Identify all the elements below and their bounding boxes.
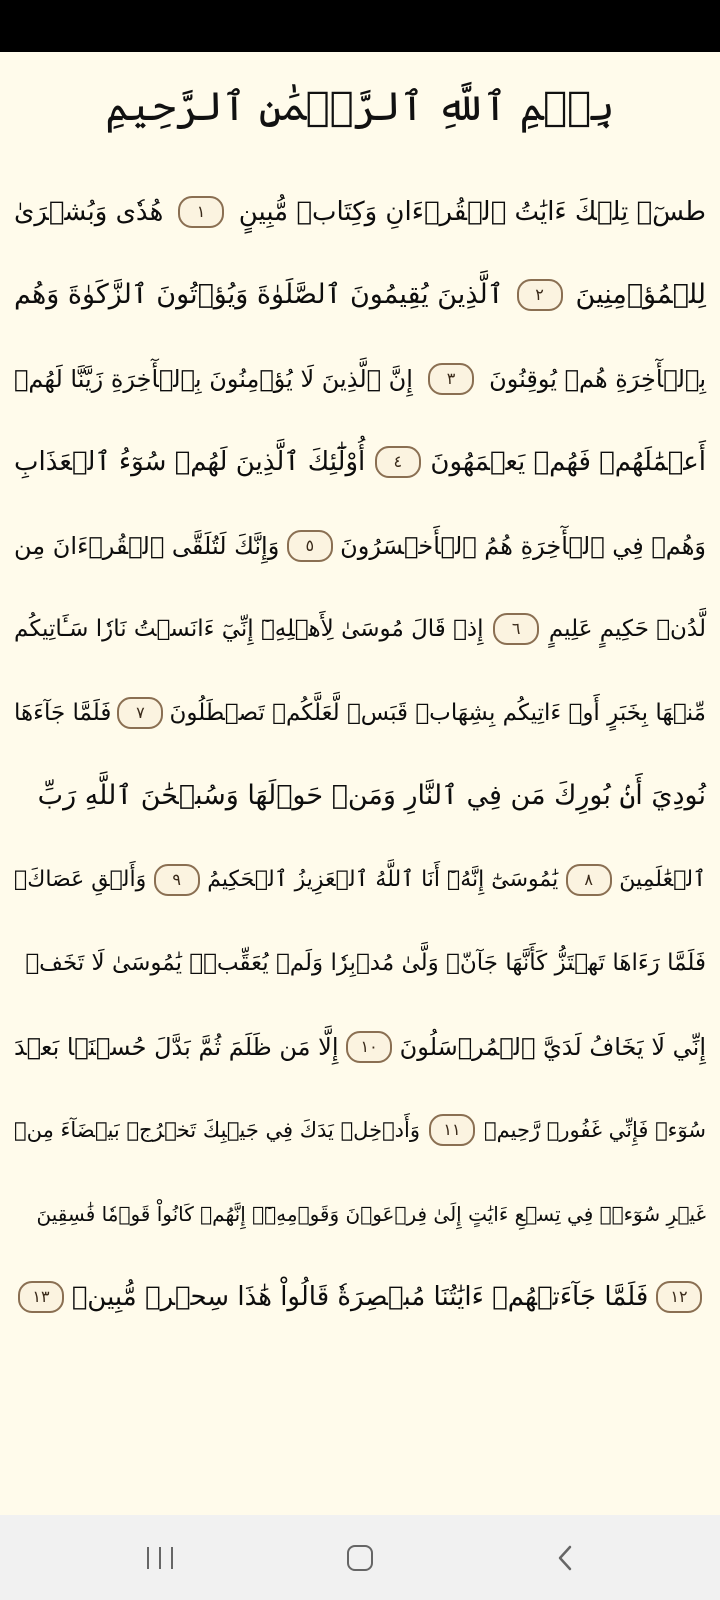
- verse-line-content: [14, 1089, 706, 1173]
- verse-text: لِلۡمُؤۡمِنِينَ: [575, 279, 706, 311]
- verse-text: ٱلۡعَٰلَمِينَ: [619, 866, 706, 892]
- verse-text: يَٰمُوسَىٰٓ إِنَّهُۥٓ أَنَا ٱللَّهُ ٱلۡعَزِيزُ ٱلۡحَكِيمُ: [207, 866, 559, 892]
- ayah-number-marker[interactable]: ٩: [154, 864, 200, 896]
- verse-lines: [0, 170, 720, 1339]
- verse-text: إِنَّ ٱلَّذِينَ لَا يُؤۡمِنُونَ بِٱلۡأٓخِرَةِ زَيَّنَّا لَهُمۡ: [14, 364, 413, 393]
- ayah-number-marker[interactable]: ١٢: [656, 1281, 702, 1313]
- verse-line: [0, 755, 720, 839]
- verse-line-content: [14, 671, 706, 755]
- verse-line-content: [14, 421, 706, 505]
- verse-text: أَعۡمَٰلَهُمۡ فَهُمۡ يَعۡمَهُونَ: [430, 447, 706, 478]
- ayah-number-marker[interactable]: ٣: [428, 363, 474, 395]
- verse-line-content: [14, 1256, 706, 1340]
- verse-line: [0, 421, 720, 505]
- home-icon: [347, 1545, 373, 1571]
- verse-line-content: [14, 1172, 706, 1256]
- back-icon: [555, 1543, 575, 1573]
- verse-line: [0, 1005, 720, 1089]
- ayah-number-marker[interactable]: ٨: [566, 864, 612, 896]
- verse-text: إِلَّا مَن ظَلَمَ ثُمَّ بَدَّلَ حُسۡنَۢا بَعۡدَ: [14, 1032, 339, 1061]
- verse-line-content: [14, 588, 706, 672]
- ayah-number-marker[interactable]: ١٠: [346, 1031, 392, 1063]
- verse-line-content: [14, 755, 706, 839]
- verse-line-content: [14, 254, 706, 338]
- verse-line: [0, 1256, 720, 1340]
- home-button[interactable]: [300, 1515, 420, 1600]
- verse-text: مِّنۡهَا بِخَبَرٍ أَوۡ ءَاتِيكُم بِشِهَابٖ قَبَسٖ لَّعَلَّكُمۡ تَصۡطَلُونَ: [169, 699, 706, 726]
- verse-line: [0, 504, 720, 588]
- ayah-number-marker[interactable]: ١١: [429, 1114, 475, 1146]
- verse-line: [0, 922, 720, 1006]
- ayah-number-marker[interactable]: ١٣: [18, 1281, 64, 1313]
- verse-line: [0, 671, 720, 755]
- verse-text: فَلَمَّا جَآءَتۡهُمۡ ءَايَٰتُنَا مُبۡصِرَةٗ قَالُواْ هَٰذَا سِحۡرٞ مُّبِينٞ: [71, 1282, 649, 1313]
- verse-text: إِنِّي لَا يَخَافُ لَدَيَّ ٱلۡمُرۡسَلُونَ: [399, 1032, 706, 1061]
- verse-line-content: [14, 504, 706, 588]
- quran-page: [0, 52, 720, 1515]
- verse-text: غَيۡرِ سُوٓءٖۖ فِي تِسۡعِ ءَايَٰتٍ إِلَىٰ فِرۡعَوۡنَ وَقَوۡمِهِۦٓۚ إِنَّهُمۡ كَانُواْ قَوۡمٗا فَٰسِقِينَ: [36, 1201, 706, 1226]
- verse-line: [0, 170, 720, 254]
- verse-text: وَأَلۡقِ عَصَاكَۚ: [14, 866, 147, 892]
- verse-text: ٱلَّذِينَ يُقِيمُونَ ٱلصَّلَوٰةَ وَيُؤۡتُونَ ٱلزَّكَوٰةَ وَهُم: [14, 279, 504, 311]
- verse-line: [0, 1089, 720, 1173]
- verse-text: فَلَمَّا جَآءَهَا: [14, 699, 112, 726]
- ayah-number-marker[interactable]: ٧: [117, 697, 163, 729]
- ayah-number-marker[interactable]: ٢: [517, 279, 563, 311]
- verse-line-content: [14, 170, 706, 254]
- back-button[interactable]: [505, 1515, 625, 1600]
- verse-text: إِذۡ قَالَ مُوسَىٰ لِأَهۡلِهِۦٓ إِنِّيٓ ءَانَسۡتُ نَارٗا سَـَٔاتِيكُم: [14, 616, 484, 643]
- verse-text: طسٓۚ تِلۡكَ ءَايَٰتُ ٱلۡقُرۡءَانِ وَكِتَابٖ مُّبِينٍ: [238, 196, 706, 227]
- verse-text: فَلَمَّا رَءَاهَا تَهۡتَزُّ كَأَنَّهَا جَآنّٞ وَلَّىٰ مُدۡبِرٗا وَلَمۡ يُعَقِّبۡۚ يَٰمُوسَىٰ لَا تَخَفۡ: [25, 950, 706, 977]
- verse-text: أُوْلَٰٓئِكَ ٱلَّذِينَ لَهُمۡ سُوٓءُ ٱلۡعَذَابِ: [14, 447, 366, 478]
- verse-line: [0, 1172, 720, 1256]
- ayah-number-marker[interactable]: ٥: [287, 530, 333, 562]
- verse-text: بِٱلۡأٓخِرَةِ هُمۡ يُوقِنُونَ: [489, 364, 706, 393]
- verse-line-content: [14, 922, 706, 1006]
- recent-apps-button[interactable]: [100, 1515, 220, 1600]
- navigation-bar: [0, 1515, 720, 1600]
- verse-line: [0, 838, 720, 922]
- verse-text: وَإِنَّكَ لَتُلَقَّى ٱلۡقُرۡءَانَ مِن: [14, 531, 280, 560]
- verse-line-content: [14, 337, 706, 421]
- verse-line-content: [14, 838, 706, 922]
- status-bar: [0, 0, 720, 52]
- verse-text: نُودِيَ أَنۢ بُورِكَ مَن فِي ٱلنَّارِ وَمَنۡ حَوۡلَهَا وَسُبۡحَٰنَ ٱللَّهِ رَبِّ: [37, 780, 706, 812]
- recent-apps-icon: [142, 1547, 178, 1569]
- ayah-number-marker[interactable]: ٦: [493, 613, 539, 645]
- ayah-number-marker[interactable]: ١: [178, 196, 224, 228]
- verse-text: وَهُمۡ فِي ٱلۡأٓخِرَةِ هُمُ ٱلۡأَخۡسَرُونَ: [340, 531, 706, 560]
- verse-text: هُدٗى وَبُشۡرَىٰ: [14, 196, 164, 227]
- basmala: بِسۡمِ ٱللَّهِ ٱلرَّحۡمَٰنِ ٱلرَّحِيمِ: [105, 84, 615, 130]
- verse-text: وَأَدۡخِلۡ يَدَكَ فِي جَيۡبِكَ تَخۡرُجۡ بَيۡضَآءَ مِنۡ: [14, 1118, 420, 1143]
- verse-line: [0, 254, 720, 338]
- verse-text: سُوٓءٖ فَإِنِّي غَفُورٞ رَّحِيمٞ: [484, 1118, 706, 1143]
- verse-text: لَّدُنۡ حَكِيمٍ عَلِيمٍ: [548, 616, 706, 643]
- ayah-number-marker[interactable]: ٤: [375, 446, 421, 478]
- verse-line-content: [14, 1005, 706, 1089]
- verse-line: [0, 588, 720, 672]
- verse-line: [0, 337, 720, 421]
